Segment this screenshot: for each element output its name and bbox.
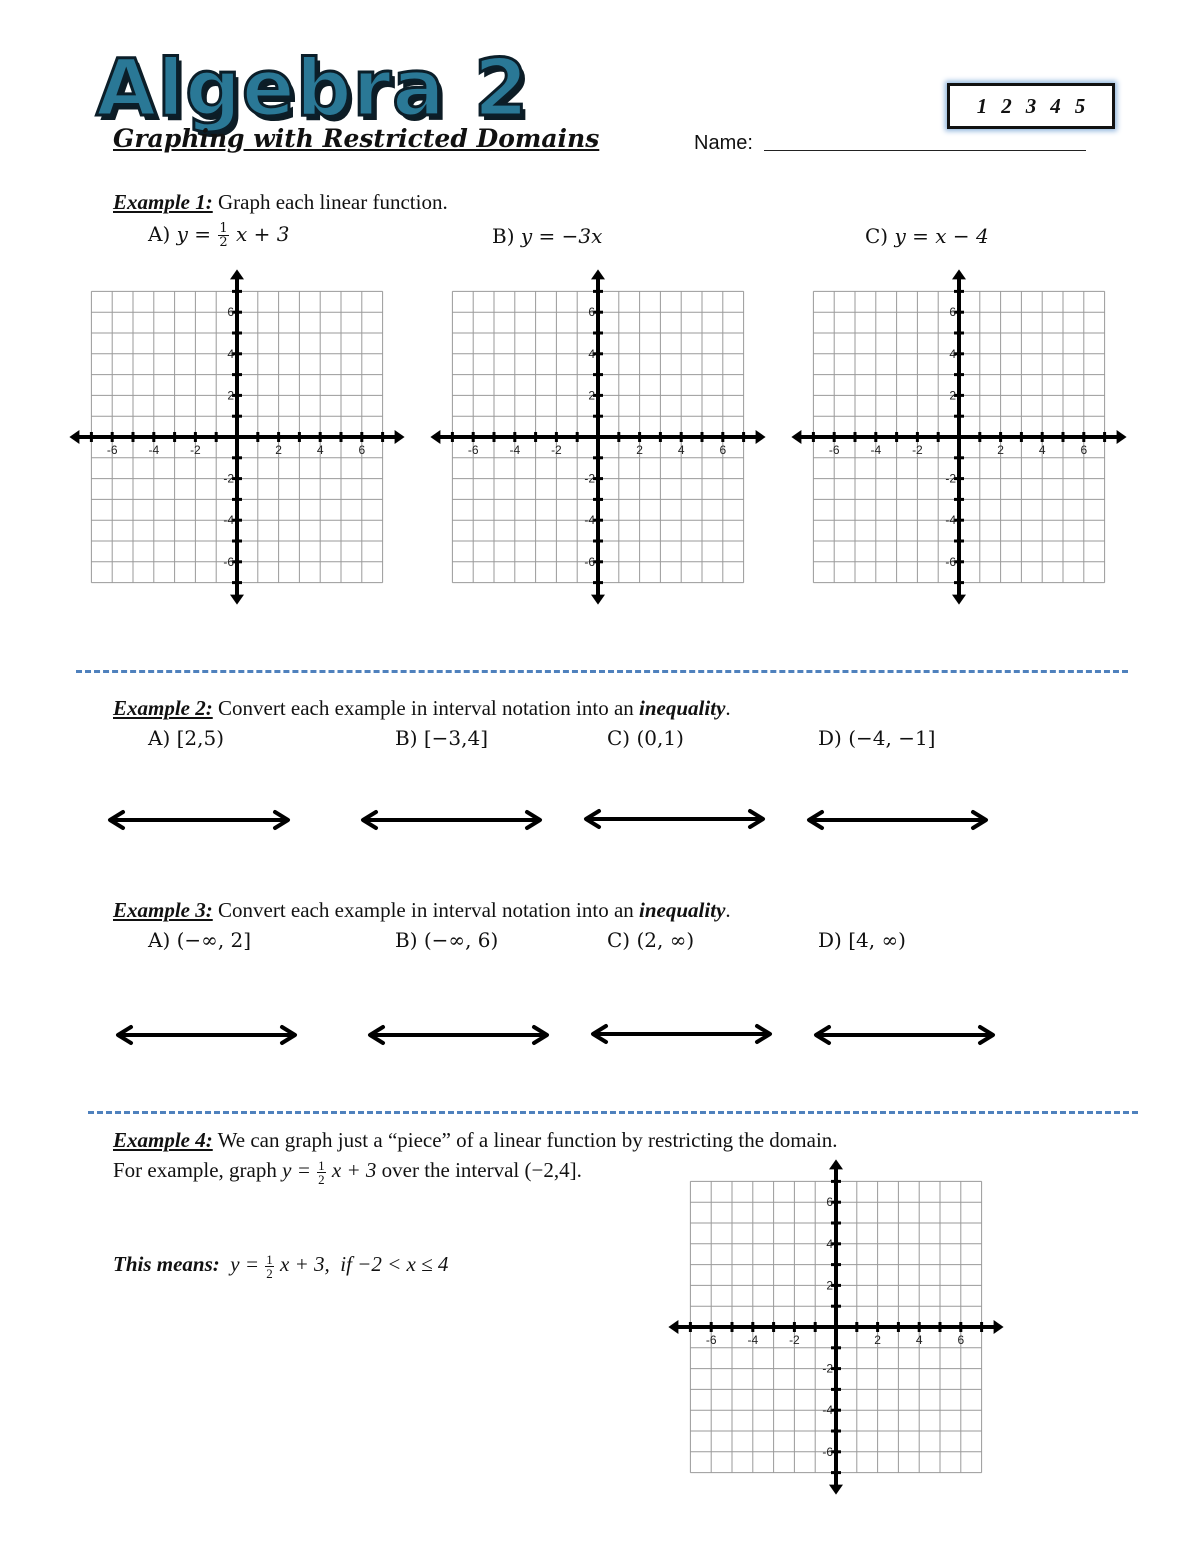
x-tick-label: 4 bbox=[915, 1333, 923, 1347]
x-axis-arrow-left bbox=[668, 1320, 678, 1334]
part-letter: B) bbox=[395, 726, 418, 750]
y-tick-label: 4 bbox=[826, 1236, 833, 1251]
part-letter: C) bbox=[607, 928, 631, 952]
example4-interval: (−2,4] bbox=[524, 1158, 577, 1182]
part-letter: A) bbox=[148, 726, 171, 750]
interval-value: [2,5) bbox=[176, 726, 225, 750]
example1-part-b-eq: y = −3x bbox=[520, 224, 603, 248]
part-letter: C) bbox=[607, 726, 631, 750]
interval-value: (−∞, 6) bbox=[423, 928, 499, 952]
example4-line2-end: . bbox=[576, 1158, 582, 1182]
x-tick-label: 6 bbox=[358, 443, 366, 457]
fraction-numerator: 1 bbox=[266, 1251, 273, 1267]
example4-label: Example 4: bbox=[113, 1128, 213, 1152]
example1-part-a-eq-post: x + 3 bbox=[236, 222, 290, 246]
y-tick-label: -6 bbox=[223, 554, 234, 569]
course-logo: Algebra 2 bbox=[96, 44, 530, 134]
means-condition: if −2 < x ≤ 4 bbox=[340, 1252, 449, 1276]
example4-eq-pre: y = bbox=[282, 1158, 311, 1182]
x-tick-label: 6 bbox=[719, 443, 727, 457]
example1-part-a-eq-pre: y = bbox=[176, 222, 212, 246]
y-tick-label: 6 bbox=[826, 1195, 833, 1210]
x-tick-label: -6 bbox=[828, 443, 840, 457]
y-tick-label: 4 bbox=[227, 346, 234, 361]
y-tick-label: -4 bbox=[223, 513, 234, 528]
part-letter: D) bbox=[818, 726, 842, 750]
interval-value: [4, ∞) bbox=[848, 928, 906, 952]
x-tick-label: -4 bbox=[509, 443, 521, 457]
y-tick-label: 6 bbox=[588, 305, 595, 320]
example3-label: Example 3: bbox=[113, 898, 213, 922]
means-eq-post: x + 3, bbox=[280, 1252, 330, 1276]
fraction-denominator: 2 bbox=[219, 235, 228, 250]
y-tick-label: 2 bbox=[826, 1278, 833, 1293]
x-tick-label: 2 bbox=[874, 1333, 881, 1347]
y-tick-label: 2 bbox=[588, 388, 595, 403]
example1-part-c-letter: C) bbox=[865, 224, 889, 248]
y-tick-label: -6 bbox=[584, 554, 595, 569]
fraction-denominator: 2 bbox=[318, 1171, 325, 1187]
interval-value: (−∞, 2] bbox=[176, 928, 252, 952]
interval-value: [−3,4] bbox=[423, 726, 489, 750]
y-tick-label: -2 bbox=[223, 471, 234, 486]
x-tick-label: 2 bbox=[997, 443, 1004, 457]
y-tick-label: -2 bbox=[945, 471, 956, 486]
y-tick-label: -2 bbox=[584, 471, 595, 486]
x-tick-label: -4 bbox=[870, 443, 882, 457]
example3-instruction: Convert each example in interval notation into an bbox=[218, 898, 634, 922]
x-tick-label: -4 bbox=[148, 443, 160, 457]
example3-period: . bbox=[725, 898, 731, 922]
part-letter: D) bbox=[818, 928, 842, 952]
example1-part-a-letter: A) bbox=[148, 222, 171, 246]
y-axis-arrow-down bbox=[829, 1485, 843, 1495]
example1-instruction: Graph each linear function. bbox=[218, 190, 448, 214]
interval-value: (0,1) bbox=[636, 726, 684, 750]
means-eq-pre: y = bbox=[230, 1252, 260, 1276]
fraction-numerator: 1 bbox=[219, 221, 228, 236]
example2-label: Example 2: bbox=[113, 696, 213, 720]
part-letter: A) bbox=[148, 928, 171, 952]
x-tick-label: -2 bbox=[912, 443, 923, 457]
x-tick-label: -6 bbox=[106, 443, 118, 457]
worksheet-subtitle: Graphing with Restricted Domains bbox=[113, 124, 600, 153]
x-tick-label: -6 bbox=[705, 1333, 717, 1347]
part-letter: B) bbox=[395, 928, 418, 952]
example4-line2-pre: For example, graph bbox=[113, 1158, 277, 1182]
period-5[interactable]: 5 bbox=[1074, 93, 1086, 118]
y-tick-label: 6 bbox=[949, 305, 956, 320]
period-4[interactable]: 4 bbox=[1050, 93, 1061, 118]
example1-label: Example 1: bbox=[113, 190, 213, 214]
y-tick-label: -6 bbox=[945, 554, 956, 569]
fraction-numerator: 1 bbox=[318, 1157, 325, 1173]
x-axis-arrow-right bbox=[994, 1320, 1004, 1334]
y-tick-label: -4 bbox=[822, 1403, 833, 1418]
y-tick-label: -6 bbox=[822, 1444, 833, 1459]
means-label: This means: bbox=[113, 1252, 220, 1276]
period-2[interactable]: 2 bbox=[1001, 93, 1012, 118]
x-tick-label: 2 bbox=[275, 443, 282, 457]
y-tick-label: 4 bbox=[949, 346, 956, 361]
name-label: Name: bbox=[694, 132, 753, 154]
y-axis-arrow-up bbox=[829, 1159, 843, 1169]
period-3[interactable]: 3 bbox=[1025, 93, 1037, 118]
example1-part-c-eq: y = x − 4 bbox=[894, 224, 989, 248]
x-tick-label: 6 bbox=[957, 1333, 965, 1347]
interval-value: (2, ∞) bbox=[636, 928, 695, 952]
y-tick-label: 2 bbox=[227, 388, 234, 403]
example3-emphasis: inequality bbox=[639, 898, 726, 922]
example2-emphasis: inequality bbox=[639, 696, 726, 720]
y-tick-label: -4 bbox=[584, 513, 595, 528]
x-tick-label: 4 bbox=[316, 443, 324, 457]
example2-period: . bbox=[725, 696, 731, 720]
example2-instruction: Convert each example in interval notation into an bbox=[218, 696, 634, 720]
y-tick-label: 4 bbox=[588, 346, 595, 361]
example4-eq-post: x + 3 bbox=[331, 1158, 377, 1182]
y-tick-label: -4 bbox=[945, 513, 956, 528]
example4-line1: We can graph just a “piece” of a linear function by restricting the domain. bbox=[217, 1128, 838, 1152]
example1-part-b-letter: B) bbox=[492, 224, 515, 248]
x-tick-label: 4 bbox=[677, 443, 685, 457]
interval-value: (−4, −1] bbox=[848, 726, 936, 750]
example4-line2-mid: over the interval bbox=[381, 1158, 520, 1182]
fraction-denominator: 2 bbox=[266, 1265, 273, 1281]
x-tick-label: 4 bbox=[1038, 443, 1046, 457]
x-tick-label: -2 bbox=[789, 1333, 800, 1347]
period-1[interactable]: 1 bbox=[976, 93, 988, 118]
y-tick-label: 2 bbox=[949, 388, 956, 403]
x-tick-label: 2 bbox=[636, 443, 643, 457]
x-tick-label: -2 bbox=[190, 443, 201, 457]
x-tick-label: 6 bbox=[1080, 443, 1088, 457]
x-tick-label: -2 bbox=[551, 443, 562, 457]
x-tick-label: -4 bbox=[747, 1333, 759, 1347]
x-tick-label: -6 bbox=[467, 443, 479, 457]
y-tick-label: 6 bbox=[227, 305, 234, 320]
y-tick-label: -2 bbox=[822, 1361, 833, 1376]
